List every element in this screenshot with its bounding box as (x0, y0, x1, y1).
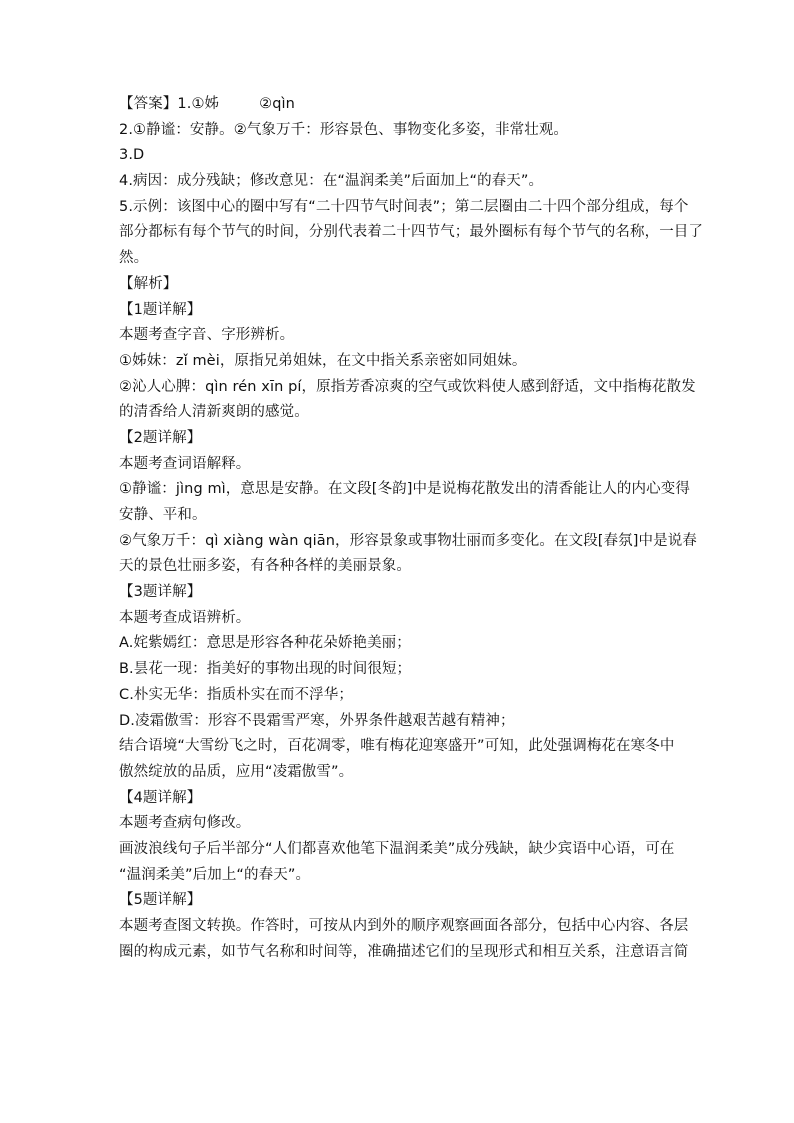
q3-line: 本题考查成语辨析。 (119, 609, 251, 626)
q3-option-b: B.昙花一现：指美好的事物出现的时间很短； (119, 661, 412, 678)
q3-heading: 【3题详解】 (119, 584, 202, 601)
q1-line: 的清香给人清新爽朗的感觉。 (119, 404, 309, 421)
q2-line: ②气象万千：qì xiàng wàn qiān，形容景象或事物壮丽而多变化。在文段[春氛]中是说春 (119, 532, 697, 549)
q1-heading: 【1题详解】 (119, 301, 202, 318)
q2-line: 安静、平和。 (119, 507, 207, 523)
q1-line: ①姊妹：zǐ mèi，原指兄弟姐妹，在文中指关系亲密如同姐妹。 (119, 352, 527, 369)
q2-line: 天的景色壮丽多姿，有各种各样的美丽景象。 (119, 558, 411, 575)
document-body (119, 92, 703, 965)
q4-line: 画波浪线句子后半部分“人们都喜欢他笔下温润柔美”成分残缺，缺少宾语中心语，可在 (119, 840, 675, 857)
answer-1-part-1: 1.①姊 (177, 96, 220, 112)
answer-3: 3.D (119, 147, 145, 164)
answer-4: 4.病因：成分残缺；修改意见：在“温润柔美”后面加上“的春天”。 (119, 173, 544, 190)
q1-line: ②沁人心脾：qìn rén xīn pí，原指芳香凉爽的空气或饮料使人感到舒适，文中指梅花散发 (119, 378, 696, 395)
q5-heading: 【5题详解】 (119, 892, 202, 909)
q3-option-a: A.姹紫嫣红：意思是形容各种花朵娇艳美丽； (119, 635, 411, 652)
q3-option-d: D.凌霜傲雪：形容不畏霜雪严寒，外界条件越艰苦越有精神； (119, 712, 515, 729)
answer-1-part-2: ②qìn (259, 96, 295, 112)
answer-5-line: 5.示例：该图中心的圈中写有“二十四节气时间表”；第二层圈由二十四个部分组成，每个 (119, 198, 689, 215)
q3-line: 傲然绽放的品质，应用“凌霜傲雪”。 (119, 763, 354, 780)
q2-line: ①静谧：jìng mì，意思是安静。在文段[冬韵]中是说梅花散发出的清香能让人的内心变得 (119, 481, 690, 498)
q3-line: 结合语境“大雪纷飞之时，百花凋零，唯有梅花迎寒盛开”可知，此处强调梅花在寒冬中 (119, 738, 675, 755)
q5-line: 圈的构成元素，如节气名称和时间等，准确描述它们的呈现形式和相互关系，注意语言简 (119, 943, 689, 960)
answer-2: 2.①静谧：安静。②气象万千：形容景色、事物变化多姿，非常壮观。 (119, 121, 569, 138)
q2-line: 本题考查词语解释。 (119, 455, 251, 472)
q4-line: “温润柔美”后加上“的春天”。 (119, 866, 311, 883)
q4-heading: 【4题详解】 (119, 789, 202, 806)
q2-heading: 【2题详解】 (119, 429, 202, 446)
q5-line: 本题考查图文转换。作答时，可按从内到外的顺序观察画面各部分，包括中心内容、各层 (119, 918, 689, 934)
q4-line: 本题考查病句修改。 (119, 815, 251, 832)
answer-heading: 【答案】 (119, 96, 178, 112)
answer-5-line: 然。 (119, 250, 149, 267)
q1-line: 本题考查字音、字形辨析。 (119, 327, 295, 344)
answer-5-line: 部分都标有每个节气的时间，分别代表着二十四节气；最外圈标有每个节气的名称，一目了 (119, 224, 703, 241)
analysis-heading: 【解析】 (119, 275, 178, 292)
q3-option-c: C.朴实无华：指质朴实在而不浮华； (119, 686, 353, 703)
answer-line-1 (119, 92, 679, 118)
